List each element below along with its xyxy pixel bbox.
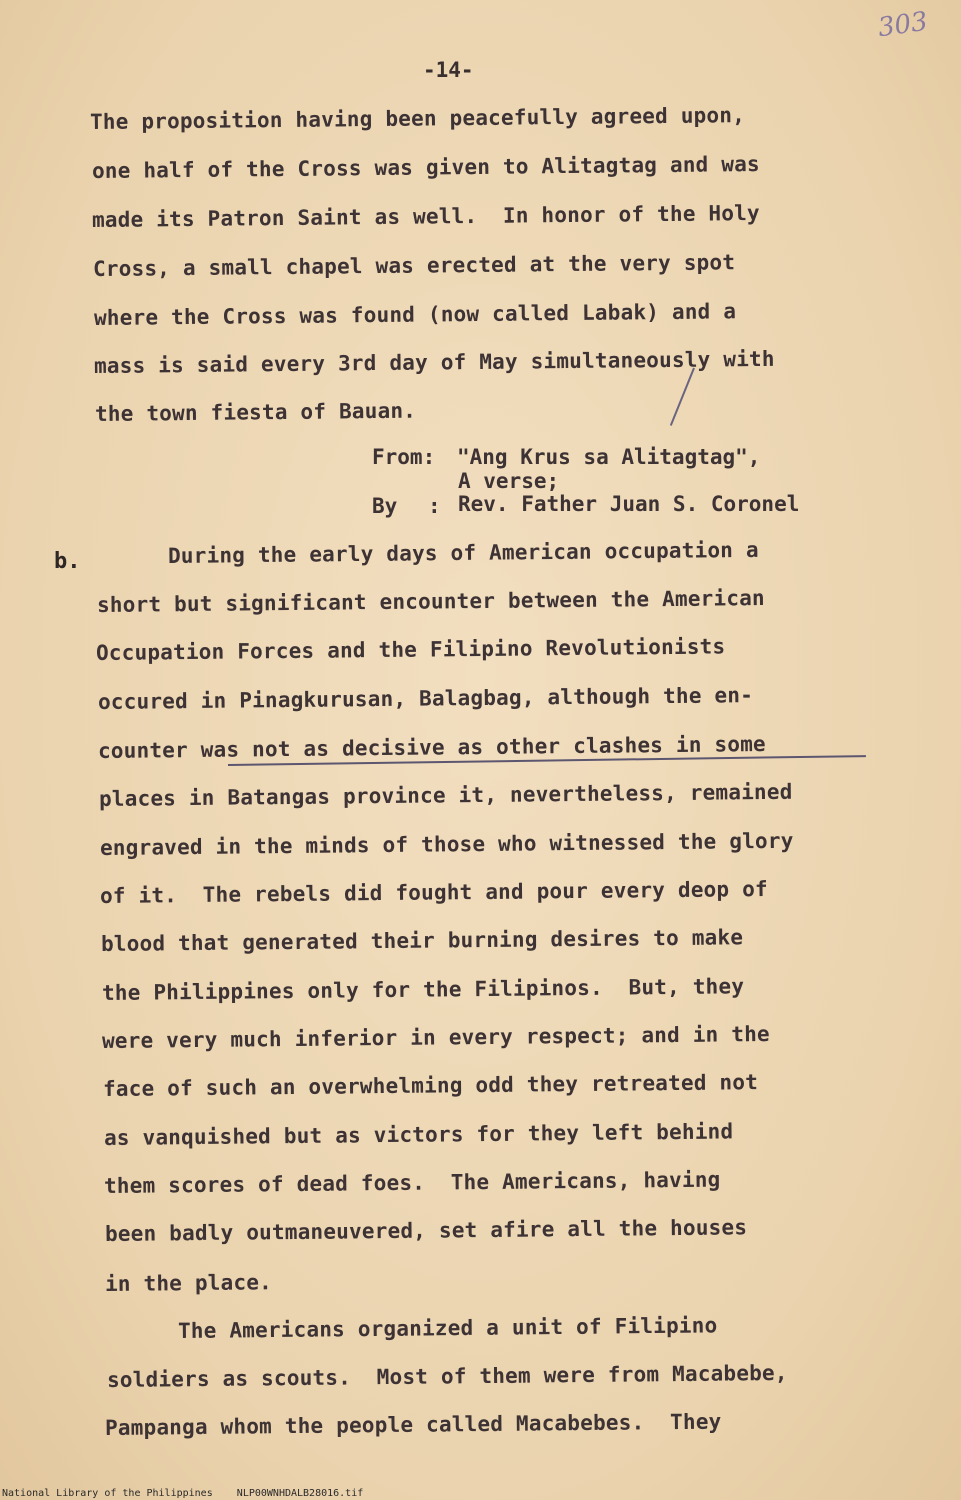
text-line: blood that generated their burning desires to make — [100, 925, 744, 956]
citation-from-text: "Ang Krus sa Alitagtag", — [457, 445, 761, 469]
text-line: of it. The rebels did fought and pour every deop of — [99, 877, 768, 908]
pen-check-mark — [670, 368, 695, 426]
text-line: one half of the Cross was given to Alitagtag and was — [91, 152, 760, 183]
citation-by-text: Rev. Father Juan S. Coronel — [458, 492, 800, 516]
text-line: counter was not as decisive as other clashes in some — [97, 732, 766, 763]
citation-by-separator: : — [428, 494, 441, 518]
text-line: the town fiesta of Bauan. — [94, 398, 417, 426]
citation-from-label: From: — [372, 445, 436, 469]
text-line: During the early days of American occupation a — [167, 537, 759, 568]
text-line: made its Patron Saint as well. In honor of the Holy — [91, 201, 760, 232]
text-line: Occupation Forces and the Filipino Revolutionists — [95, 634, 726, 665]
text-line: been badly outmaneuvered, set afire all the houses — [104, 1215, 748, 1246]
text-line: The proposition having been peacefully agreed upon, — [89, 103, 746, 134]
text-line: short but significant encounter between the American — [96, 586, 765, 617]
text-line: them scores of dead foes. The Americans, having — [103, 1167, 721, 1198]
text-line: occured in Pinagkurusan, Balagbag, although the en- — [97, 683, 754, 714]
text-line: as vanquished but as victors for they left behind — [103, 1119, 734, 1150]
page-number: -14- — [423, 58, 474, 82]
citation-from-text-2: A verse; — [458, 469, 560, 493]
archive-footer: National Library of the Philippines NLP00WNHDALB28016.tif — [2, 1488, 364, 1499]
section-marker: b. — [54, 549, 81, 574]
text-line: were very much inferior in every respect; and in the — [101, 1022, 770, 1053]
text-line: face of such an overwhelming odd they retreated not — [102, 1070, 759, 1101]
citation-by-label: By — [372, 494, 398, 518]
text-line: the Philippines only for the Filipinos. But, they — [101, 974, 745, 1005]
text-line: in the place. — [104, 1270, 273, 1296]
text-line: places in Batangas province it, nevertheless, remained — [98, 779, 793, 811]
text-line: The Americans organized a unit of Filipino — [177, 1313, 718, 1343]
text-line: soldiers as scouts. Most of them were from Macabebe, — [106, 1360, 788, 1392]
text-line: Cross, a small chapel was erected at the very spot — [92, 250, 736, 281]
text-line: Pampanga whom the people called Macabebes. They — [104, 1409, 722, 1440]
text-line: mass is said every 3rd day of May simultaneously with — [93, 346, 775, 378]
text-line: engraved in the minds of those who witnessed the glory — [99, 828, 794, 860]
text-line: where the Cross was found (now called Labak) and a — [93, 299, 737, 330]
handwritten-page-number: 303 — [876, 6, 930, 44]
